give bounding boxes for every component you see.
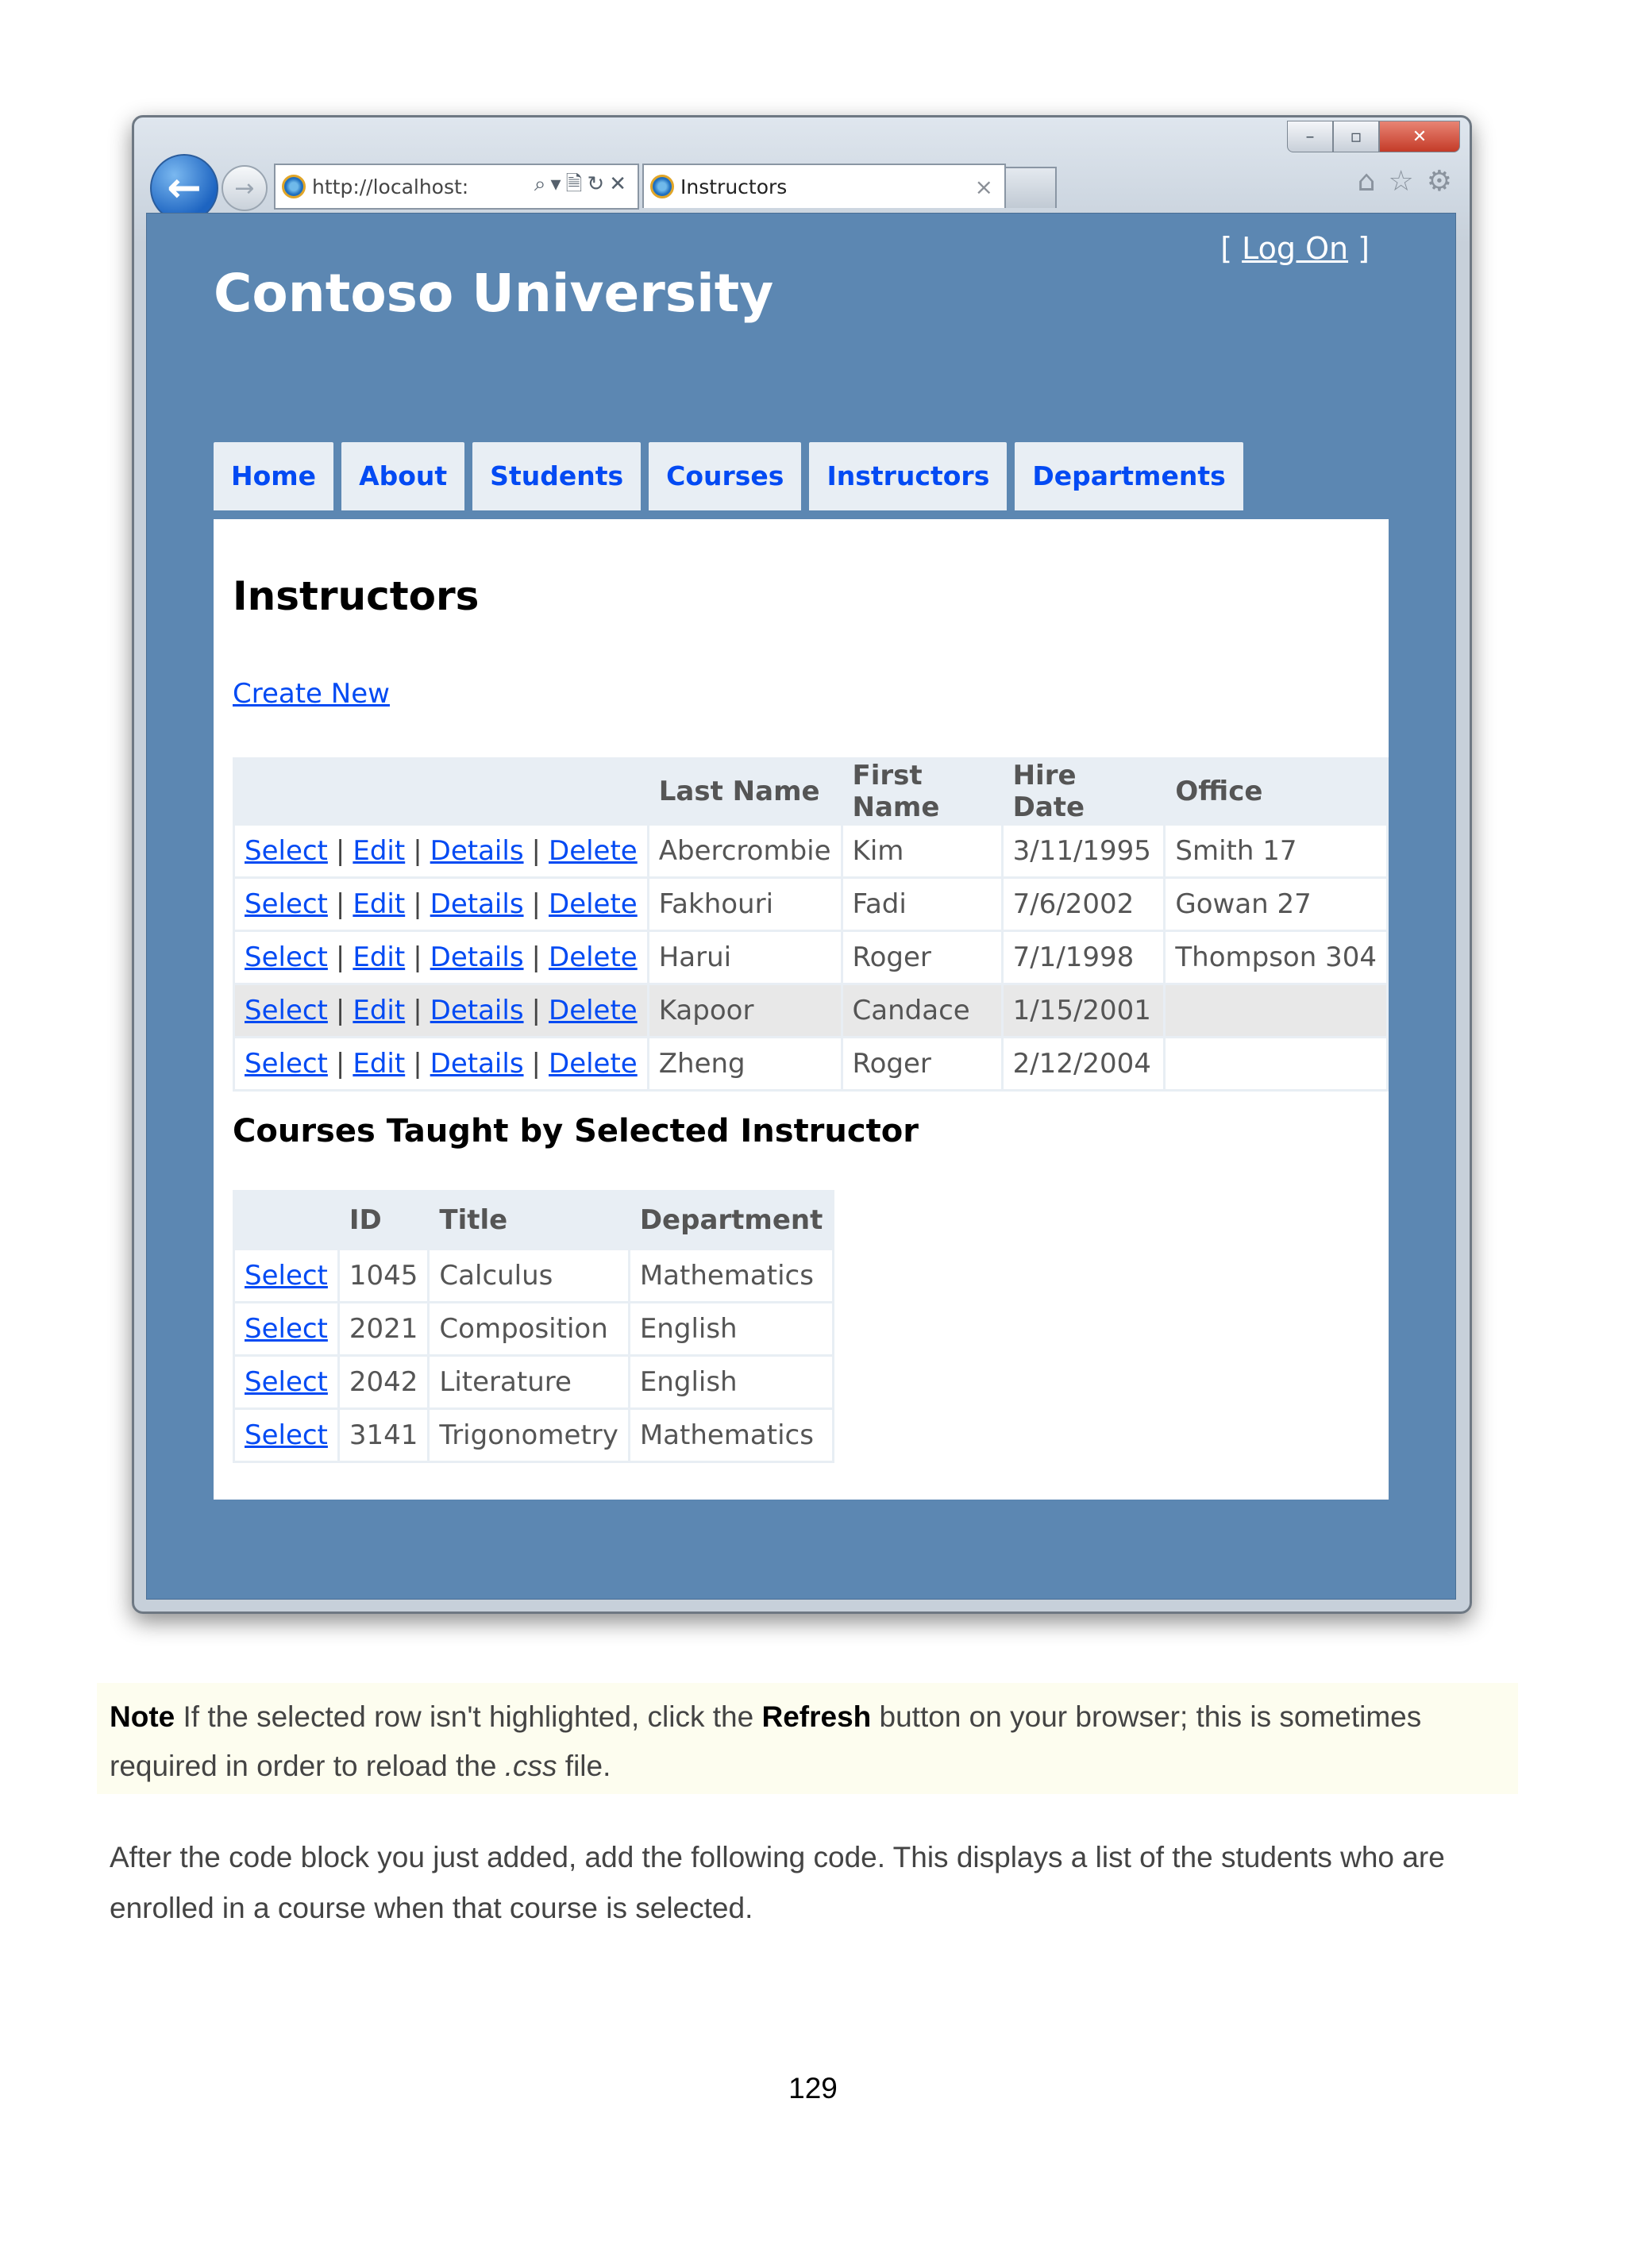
- separator: |: [335, 995, 345, 1026]
- cell-course-title: Literature: [429, 1356, 629, 1409]
- row-actions: [234, 1409, 339, 1462]
- cell-course-department: Mathematics: [629, 1409, 834, 1462]
- separator: |: [413, 941, 422, 973]
- tools-gear-icon[interactable]: ⚙: [1426, 165, 1452, 198]
- table-row: [234, 1356, 834, 1409]
- separator: |: [531, 941, 541, 973]
- cell-hire-date: 7/1/1998: [1002, 931, 1165, 984]
- table-row: [234, 1250, 834, 1303]
- instructors-table: [233, 757, 1389, 1092]
- cell-hire-date: 1/15/2001: [1002, 984, 1165, 1038]
- logon-bracket-open: [: [1220, 231, 1233, 266]
- note-css-term: .css: [504, 1750, 557, 1782]
- select-link[interactable]: Select: [245, 888, 328, 920]
- ie-tab-icon: [650, 175, 674, 198]
- column-header-title: Title: [429, 1192, 629, 1250]
- cell-first-name: Candace: [842, 984, 1002, 1038]
- cell-first-name: Kim: [842, 825, 1002, 878]
- details-link[interactable]: Details: [430, 835, 524, 867]
- cell-office: Smith 17: [1165, 825, 1388, 878]
- cell-course-title: Composition: [429, 1303, 629, 1356]
- separator: |: [413, 835, 422, 867]
- browser-toolbar: [1358, 165, 1452, 198]
- cell-course-department: English: [629, 1303, 834, 1356]
- page-number: 129: [788, 2072, 838, 2104]
- cell-course-id: 2021: [338, 1303, 429, 1356]
- separator: |: [413, 995, 422, 1026]
- cell-last-name: Zheng: [648, 1038, 842, 1091]
- separator: |: [335, 888, 345, 920]
- table-row: [234, 878, 1388, 931]
- menu-item-courses[interactable]: Courses: [649, 442, 801, 510]
- ie-page-icon: [282, 175, 306, 198]
- separator: |: [335, 835, 345, 867]
- log-on-link[interactable]: Log On: [1242, 231, 1349, 266]
- row-actions: [234, 825, 649, 878]
- edit-link[interactable]: Edit: [353, 941, 406, 973]
- delete-link[interactable]: Delete: [549, 888, 638, 920]
- main-menu: [214, 442, 1243, 510]
- create-new-link[interactable]: Create New: [233, 678, 390, 710]
- page-title: Instructors: [233, 573, 480, 619]
- cell-first-name: Roger: [842, 1038, 1002, 1091]
- table-row: [234, 931, 1388, 984]
- back-arrow-icon[interactable]: ←: [150, 154, 218, 222]
- separator: |: [531, 1048, 541, 1080]
- column-header-hire-date: Hire Date: [1002, 759, 1165, 825]
- courses-table: [233, 1190, 834, 1463]
- select-link[interactable]: Select: [245, 1313, 328, 1345]
- select-link[interactable]: Select: [245, 1419, 328, 1451]
- cell-last-name: Kapoor: [648, 984, 842, 1038]
- browser-window: [132, 115, 1472, 1614]
- cell-course-id: 1045: [338, 1250, 429, 1303]
- cell-office: Thompson 304: [1165, 931, 1388, 984]
- select-link[interactable]: Select: [245, 1048, 328, 1080]
- column-header-actions: [234, 759, 649, 825]
- column-header-last-name: Last Name: [648, 759, 842, 825]
- cell-course-id: 3141: [338, 1409, 429, 1462]
- instructors-header-row: [234, 759, 1388, 825]
- cell-hire-date: 3/11/1995: [1002, 825, 1165, 878]
- column-header-first-name: First Name: [842, 759, 1002, 825]
- row-actions: [234, 1038, 649, 1091]
- row-actions: [234, 931, 649, 984]
- cell-office: Gowan 27: [1165, 878, 1388, 931]
- edit-link[interactable]: Edit: [353, 835, 406, 867]
- cell-first-name: Fadi: [842, 878, 1002, 931]
- new-tab-button[interactable]: [1004, 167, 1057, 208]
- tab-title: Instructors: [680, 175, 788, 198]
- cell-course-id: 2042: [338, 1356, 429, 1409]
- cell-last-name: Harui: [648, 931, 842, 984]
- menu-item-about[interactable]: About: [341, 442, 464, 510]
- delete-link[interactable]: Delete: [549, 995, 638, 1026]
- separator: |: [335, 941, 345, 973]
- cell-office: [1165, 1038, 1388, 1091]
- separator: |: [413, 1048, 422, 1080]
- row-actions: [234, 878, 649, 931]
- menu-item-students[interactable]: Students: [472, 442, 641, 510]
- separator: |: [531, 995, 541, 1026]
- cell-first-name: Roger: [842, 931, 1002, 984]
- select-link[interactable]: Select: [245, 995, 328, 1026]
- note-text: button on your browser; this is sometimes required in order to reload the: [110, 1700, 1422, 1782]
- address-text: http://localhost:: [312, 175, 469, 198]
- menu-item-departments[interactable]: Departments: [1015, 442, 1243, 510]
- cell-last-name: Fakhouri: [648, 878, 842, 931]
- cell-course-department: Mathematics: [629, 1250, 834, 1303]
- menu-item-instructors[interactable]: Instructors: [809, 442, 1007, 510]
- body-paragraph: After the code block you just added, add the following code. This displays a list of the students who are enrolled in a course when that course is selected.: [110, 1841, 1445, 1924]
- close-window-button[interactable]: ✕: [1379, 121, 1460, 152]
- note-box: [97, 1683, 1518, 1794]
- column-header-department: Department: [629, 1192, 834, 1250]
- select-link[interactable]: Select: [245, 1366, 328, 1398]
- main-content: [214, 519, 1389, 1500]
- cell-last-name: Abercrombie: [648, 825, 842, 878]
- cell-course-title: Trigonometry: [429, 1409, 629, 1462]
- note-label: Note: [110, 1700, 175, 1733]
- cell-course-title: Calculus: [429, 1250, 629, 1303]
- select-link[interactable]: Select: [245, 835, 328, 867]
- logon-bracket-close: ]: [1358, 231, 1370, 266]
- address-bar[interactable]: [274, 164, 639, 210]
- favorites-star-icon[interactable]: ☆: [1388, 165, 1414, 198]
- select-link[interactable]: Select: [245, 1260, 328, 1292]
- cell-office: [1165, 984, 1388, 1038]
- column-header-id: ID: [338, 1192, 429, 1250]
- row-actions: [234, 1356, 339, 1409]
- table-row: [234, 1409, 834, 1462]
- address-bar-icons[interactable]: ⌕▾🗎↻✕: [534, 172, 631, 196]
- window-controls: [1287, 121, 1460, 152]
- logon-area: [1220, 231, 1370, 266]
- edit-link[interactable]: Edit: [353, 888, 406, 920]
- cell-hire-date: 2/12/2004: [1002, 1038, 1165, 1091]
- minimize-button[interactable]: –: [1287, 121, 1333, 152]
- maximize-button[interactable]: ▫: [1333, 121, 1379, 152]
- note-refresh-term: Refresh: [761, 1700, 872, 1733]
- edit-link[interactable]: Edit: [353, 1048, 406, 1080]
- cell-hire-date: 7/6/2002: [1002, 878, 1165, 931]
- select-link[interactable]: Select: [245, 941, 328, 973]
- page-viewport: [146, 213, 1456, 1600]
- courses-heading: Courses Taught by Selected Instructor: [233, 1113, 919, 1149]
- note-text: file.: [557, 1750, 611, 1782]
- delete-link[interactable]: Delete: [549, 1048, 638, 1080]
- cell-course-department: English: [629, 1356, 834, 1409]
- menu-item-home[interactable]: Home: [214, 442, 333, 510]
- delete-link[interactable]: Delete: [549, 835, 638, 867]
- forward-arrow-icon[interactable]: →: [222, 165, 268, 211]
- separator: |: [413, 888, 422, 920]
- site-title: Contoso University: [214, 263, 774, 324]
- row-actions: [234, 1303, 339, 1356]
- note-text: If the selected row isn't highlighted, click the: [175, 1700, 762, 1733]
- column-header-office: Office: [1165, 759, 1388, 825]
- column-header-select: [234, 1192, 339, 1250]
- table-row-selected: [234, 984, 1388, 1038]
- edit-link[interactable]: Edit: [353, 995, 406, 1026]
- table-row: [234, 1303, 834, 1356]
- details-link[interactable]: Details: [430, 888, 524, 920]
- table-row: [234, 825, 1388, 878]
- details-link[interactable]: Details: [430, 995, 524, 1026]
- delete-link[interactable]: Delete: [549, 941, 638, 973]
- details-link[interactable]: Details: [430, 941, 524, 973]
- row-actions: [234, 1250, 339, 1303]
- browser-tab[interactable]: [642, 164, 1006, 208]
- separator: |: [335, 1048, 345, 1080]
- courses-header-row: [234, 1192, 834, 1250]
- tab-close-icon[interactable]: ×: [974, 173, 993, 200]
- details-link[interactable]: Details: [430, 1048, 524, 1080]
- row-actions: [234, 984, 649, 1038]
- separator: |: [531, 835, 541, 867]
- home-icon[interactable]: ⌂: [1357, 165, 1376, 198]
- separator: |: [531, 888, 541, 920]
- table-row: [234, 1038, 1388, 1091]
